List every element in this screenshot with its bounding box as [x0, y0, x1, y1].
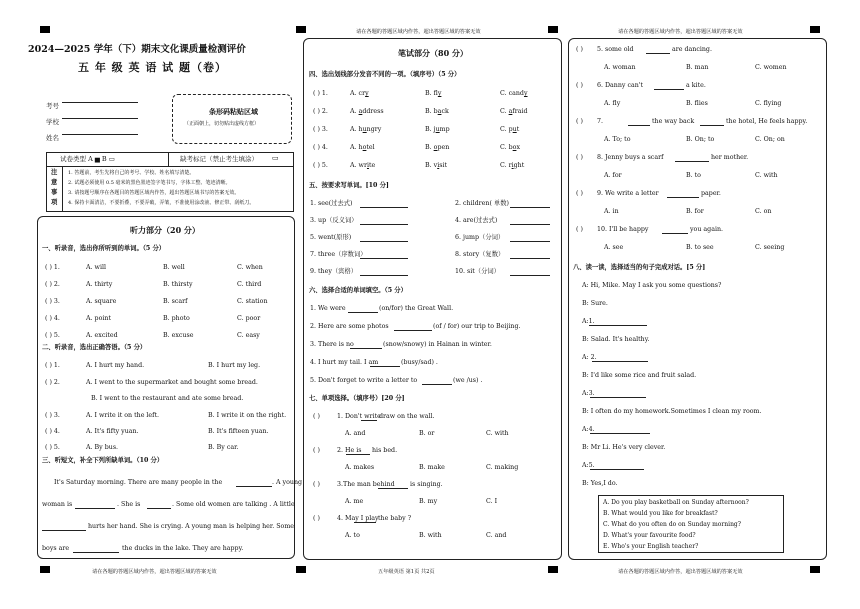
option-a: A. It's fifty yuan. [86, 428, 139, 435]
fill-sentence: 4. I hurt my tail. I am [310, 359, 379, 366]
word-task: 4. are(过去式) [455, 217, 498, 224]
answer-bracket[interactable]: ( ) 4. [45, 428, 60, 435]
notes-label: 意 [51, 179, 58, 186]
section-4-title: 四、选出划线部分发音不同的一项。（填序号）（5 分） [309, 71, 461, 78]
answer-blank[interactable] [589, 325, 647, 326]
answer-blank[interactable] [348, 312, 378, 313]
question-text: his bed. [372, 447, 398, 454]
question-text: the baby ? [378, 515, 412, 522]
answer-bracket[interactable]: ( ) [313, 413, 320, 420]
option-a: A. see [604, 244, 624, 251]
absent-mark-label: 缺考标记（禁止考生填涂） [180, 155, 258, 163]
answer-blank[interactable] [662, 233, 688, 234]
option-b: B. back [425, 108, 449, 115]
passage-text: . She is [117, 501, 141, 508]
option-b: B. make [419, 464, 445, 471]
question-text: 9. We write a letter [597, 190, 659, 197]
passage-text: hurts her hand. She is crying. A young man is helping her. Some [88, 523, 295, 530]
answer-blank[interactable] [675, 161, 709, 162]
answer-blank[interactable] [73, 552, 119, 553]
answer-blank[interactable] [378, 488, 408, 489]
option-c: C. on [755, 208, 772, 215]
corner-marker [296, 26, 306, 33]
option-a: A. in [604, 208, 619, 215]
option-a: A. To; to [604, 136, 631, 143]
notes-label: 事 [51, 189, 58, 196]
dialogue-line: B: I'd like some rice and fruit salad. [582, 372, 697, 379]
option-c: C. easy [237, 332, 260, 339]
section-2-title: 二、听录音，选出正确答语。（5 分） [42, 344, 147, 351]
answer-bracket[interactable]: ( ) 3. [45, 412, 60, 419]
option-b: B. It's fifteen yuan. [208, 428, 269, 435]
dialogue-line: B: Yes,I do. [582, 480, 618, 487]
answer-bracket[interactable]: ( ) [576, 118, 583, 125]
answer-bracket[interactable]: ( ) [313, 481, 320, 488]
question-text: paper. [701, 190, 721, 197]
option-a: A. makes [345, 464, 375, 471]
answer-blank[interactable] [75, 508, 115, 509]
option-c: C. On; on [755, 136, 785, 143]
answer-blank[interactable] [361, 420, 377, 421]
word-task: 3. up（反义词） [310, 217, 358, 224]
option-a: A. I write it on the left. [86, 412, 160, 419]
question-text: 1. Don't write [337, 413, 381, 420]
school-field[interactable] [62, 118, 138, 119]
notes-label: 项 [51, 199, 58, 206]
question-text: draw on the wall. [379, 413, 435, 420]
dialogue-line: B: Salad. It's healthy. [582, 336, 650, 343]
option-b: B. excuse [163, 332, 194, 339]
answer-bracket[interactable]: ( ) [576, 46, 583, 53]
answer-bracket[interactable]: ( ) 4. [313, 144, 328, 151]
option-a: A. address [350, 108, 384, 115]
dialogue-line: B: I often do my homework.Sometimes I clean my room. [582, 408, 762, 415]
answer-blank[interactable] [42, 530, 86, 531]
question-text: 7. [597, 118, 604, 125]
option-a: A. and [345, 430, 366, 437]
dialogue-line: A: Hi, Mike. May I ask you some questions? [582, 282, 722, 289]
option-c: C. I [486, 498, 498, 505]
fill-sentence: (on/for) the Great Wall. [379, 305, 454, 312]
question-text: are dancing. [672, 46, 712, 53]
kaohao-field[interactable] [62, 102, 138, 103]
answer-blank[interactable] [646, 53, 670, 54]
barcode-subtitle: （正面朝上，切勿贴出虚线方框） [184, 121, 260, 127]
answer-blank[interactable] [354, 522, 376, 523]
option-c: C. candy [500, 90, 528, 97]
answer-bracket[interactable]: ( ) 1. [313, 90, 328, 97]
passage-text: boys are [42, 545, 70, 552]
fill-sentence: 2. Here are some photos [310, 323, 389, 330]
answer-blank[interactable] [360, 207, 408, 208]
corner-marker [548, 566, 558, 573]
option-b: B. I hurt my leg. [208, 362, 261, 369]
fill-sentence: 5. Don't forget to write a letter to [310, 377, 418, 384]
question-text: 5. some old [597, 46, 634, 53]
dialogue-option: D. What's your favourite food? [603, 532, 696, 539]
word-task: 10. sit（分词） [455, 268, 500, 275]
option-c: C. and [486, 532, 507, 539]
answer-blank[interactable] [360, 258, 408, 259]
option-c: C. right [500, 162, 525, 169]
answer-bracket[interactable]: ( ) 2. [313, 108, 328, 115]
note-item: 2. 试题必须使用 0.5 毫米的黑色墨迹签字笔书写，字体工整、笔迹清晰。 [68, 180, 231, 186]
question-text: 2. He is [337, 447, 362, 454]
dialogue-line: A:1. [582, 318, 595, 325]
corner-marker [296, 566, 306, 573]
answer-bracket[interactable]: ( ) [576, 154, 583, 161]
answer-blank[interactable] [394, 330, 432, 331]
dialogue-line: A:4. [582, 426, 595, 433]
notes-label: 注 [51, 169, 58, 176]
notice-bottom-right: 请在各题的答题区域内作答，超出答题区域的答案无效 [618, 569, 743, 575]
answer-blank[interactable] [654, 89, 684, 90]
passage-text: . A young [272, 479, 303, 486]
word-task: 7. three（序数词） [310, 251, 367, 258]
answer-blank[interactable] [590, 397, 646, 398]
answer-blank[interactable] [510, 258, 550, 259]
answer-blank[interactable] [360, 241, 408, 242]
absent-mark-box[interactable]: ▭ [272, 154, 279, 162]
option-a: A. square [86, 298, 117, 305]
info-table-row-divider [46, 166, 294, 167]
word-task: 6. jump（分词） [455, 234, 505, 241]
option-b: B. On; to [686, 136, 715, 143]
answer-blank[interactable] [236, 486, 272, 487]
option-b: B. thirsty [163, 281, 193, 288]
corner-marker [810, 26, 820, 33]
option-b: B. man [686, 64, 709, 71]
barcode-area [172, 94, 292, 144]
word-task: 1. see(过去式) [310, 200, 353, 207]
option-b: B. I write it on the right. [208, 412, 287, 419]
answer-bracket[interactable]: ( ) [576, 82, 583, 89]
dialogue-option: A. Do you play basketball on Sunday afternoon? [603, 499, 749, 506]
answer-bracket[interactable]: ( ) 4. [45, 315, 60, 322]
option-c: C. when [237, 264, 263, 271]
option-a: A. write [350, 162, 376, 169]
question-text: a kite. [686, 82, 706, 89]
corner-marker [548, 26, 558, 33]
option-b: B. visit [425, 162, 447, 169]
option-b: B. or [419, 430, 435, 437]
answer-blank[interactable] [590, 469, 644, 470]
fill-sentence: 3. There is no [310, 341, 354, 348]
word-task: 8. story（复数） [455, 251, 505, 258]
option-c: C. making [486, 464, 519, 471]
option-b: B. scarf [163, 298, 188, 305]
answer-bracket[interactable]: ( ) [576, 190, 583, 197]
answer-bracket[interactable]: ( ) [313, 515, 320, 522]
option-b: B. jump [425, 126, 450, 133]
question-text: you again. [690, 226, 724, 233]
option-c: C. station [237, 298, 268, 305]
dialogue-line: B: Mr Li. He's very clever. [582, 444, 666, 451]
answer-bracket[interactable]: ( ) 5. [45, 444, 60, 451]
option-a: A. for [604, 172, 622, 179]
answer-bracket[interactable]: ( ) [313, 447, 320, 454]
answer-blank[interactable] [350, 348, 382, 349]
barcode-title: 条形码粘贴区域 [209, 107, 258, 116]
answer-blank[interactable] [590, 433, 650, 434]
option-a: A. By bus. [86, 444, 119, 451]
passage-text: It's Saturday morning. There are many people in the [54, 479, 223, 486]
answer-blank[interactable] [346, 454, 370, 455]
answer-blank[interactable] [147, 508, 171, 509]
answer-bracket[interactable]: ( ) [576, 226, 583, 233]
info-table-col-divider [168, 152, 169, 166]
answer-blank[interactable] [592, 361, 648, 362]
exam-type[interactable]: 试卷类型 A ▅ B ▭ [60, 155, 115, 163]
fill-sentence: 1. We were [310, 305, 346, 312]
answer-blank[interactable] [422, 384, 452, 385]
option-a: A. cry [350, 90, 369, 97]
note-item: 3. 请按题号顺序在各题目的答题区域内作答，超出答题区域书写的答案无效。 [68, 190, 240, 196]
passage-text: . Some old women are talking . A little [172, 501, 295, 508]
answer-bracket[interactable]: ( ) 3. [313, 126, 328, 133]
exam-subtitle: 五 年 级 英 语 试 题（卷） [78, 61, 227, 74]
notice-top-right: 请在各题的答题区域内作答，超出答题区域的答案无效 [618, 29, 743, 35]
question-text: 6. Danny can't [597, 82, 644, 89]
option-a: A. will [86, 264, 106, 271]
answer-blank[interactable] [510, 224, 550, 225]
fill-sentence: (of / for) our trip to Beijing. [433, 323, 521, 330]
option-a: A. point [86, 315, 111, 322]
answer-bracket[interactable]: ( ) 3. [45, 298, 60, 305]
option-a: A. to [345, 532, 360, 539]
option-c: C. third [237, 281, 262, 288]
question-text: 10. I'll be happy [597, 226, 649, 233]
fill-sentence: (snow/snowy) in Hainan in winter. [383, 341, 492, 348]
answer-blank[interactable] [360, 224, 408, 225]
option-c: C. with [486, 430, 509, 437]
option-b: B. with [419, 532, 442, 539]
passage-text: the ducks in the lake. They are happy. [122, 545, 244, 552]
question-text: 8. Jenny buys a scarf [597, 154, 664, 161]
dialogue-option: E. Who's your English teacher? [603, 543, 699, 550]
written-title: 笔试部分（80 分） [398, 48, 468, 58]
option-c: C. with [755, 172, 778, 179]
school-label: 学校 [46, 118, 59, 126]
option-a: A. excited [86, 332, 118, 339]
dialogue-line: B: Sure. [582, 300, 608, 307]
answer-bracket[interactable]: ( ) 5. [45, 332, 60, 339]
name-field[interactable] [62, 134, 138, 135]
dialogue-option: B. What would you like for breakfast? [603, 510, 718, 517]
fill-sentence: (busy/sad) . [401, 359, 438, 366]
corner-marker [810, 566, 820, 573]
section-5-title: 五、按要求写单词。[10 分] [309, 182, 389, 189]
option-c: C. put [500, 126, 520, 133]
listening-title: 听力部分（20 分） [130, 225, 200, 235]
option-b: B. for [686, 208, 704, 215]
option-c: C. poor [237, 315, 261, 322]
dialogue-line: A: 2. [582, 354, 597, 361]
passage-text: woman is [42, 501, 73, 508]
question-text: is singing. [410, 481, 443, 488]
option-a: A. me [345, 498, 364, 505]
option-b: B. open [425, 144, 450, 151]
section-7-title: 七、单项选择。（填序号）[20 分] [309, 395, 405, 402]
answer-bracket[interactable]: ( ) 2. [45, 379, 60, 386]
answer-blank[interactable] [510, 241, 550, 242]
option-a: A. I went to the supermarket and bought some bread. [86, 379, 258, 386]
answer-blank[interactable] [667, 197, 699, 198]
answer-blank[interactable] [510, 275, 550, 276]
dialogue-line: A:3. [582, 390, 595, 397]
option-b: B. to see [686, 244, 714, 251]
option-c: C. women [755, 64, 787, 71]
corner-marker [40, 26, 50, 33]
name-label: 姓名 [46, 134, 59, 142]
dialogue-line: A:5. [582, 462, 595, 469]
option-b: B. By car. [208, 444, 239, 451]
word-task: 2. children( 单数) [455, 200, 509, 207]
word-task: 9. they（宾格） [310, 268, 358, 275]
page-footer: 五年级英语 第1页 共2页 [378, 569, 435, 575]
info-table-notes-divider [62, 166, 63, 212]
answer-bracket[interactable]: ( ) 5. [313, 162, 328, 169]
question-text: 3.The man behind [337, 481, 395, 488]
section-6-title: 六、选择合适的单词填空。（5 分） [309, 287, 407, 294]
option-a: A. hotel [350, 144, 375, 151]
answer-bracket[interactable]: ( ) 1. [45, 362, 60, 369]
answer-blank[interactable] [510, 207, 550, 208]
section-8-title: 八、读一读，选择适当的句子完成对话。[5 分] [573, 264, 706, 271]
word-task: 5. went(原形) [310, 234, 352, 241]
option-c: C. seeing [755, 244, 785, 251]
option-b: B. my [419, 498, 438, 505]
option-a: B. I went to the restaurant and ate some bread. [91, 395, 244, 402]
option-b: B. flies [686, 100, 708, 107]
question-text: 4. May I play [337, 515, 379, 522]
note-item: 4. 保持卡面清洁，不要折叠，不要弄破，弄皱，不准使用涂改液、修正带、刮纸刀。 [68, 200, 255, 206]
option-a: A. fly [604, 100, 621, 107]
section-1-title: 一、听录音，选出你所听到的单词。（5 分） [42, 245, 166, 252]
section-3-title: 三、听短文，补全下列所缺单词。（10 分） [42, 457, 164, 464]
option-c: C. box [500, 144, 520, 151]
note-item: 1. 答题前，考生先将自己的考号、学校、姓名填写清楚。 [68, 170, 195, 176]
answer-bracket[interactable]: ( ) 1. [45, 264, 60, 271]
notice-top-mid: 请在各题的答题区域内作答，超出答题区域的答案无效 [356, 29, 481, 35]
answer-blank[interactable] [360, 275, 408, 276]
option-b: B. to [686, 172, 701, 179]
option-b: B. fly [425, 90, 442, 97]
question-text: her mother. [711, 154, 749, 161]
question-text: the hotel, He feels happy. [726, 118, 808, 125]
option-a: A. woman [604, 64, 636, 71]
exam-title: 2024—2025 学年（下）期末文化课质量检测评价 [28, 44, 246, 55]
answer-blank[interactable] [628, 125, 650, 126]
option-b: B. well [163, 264, 185, 271]
option-a: A. thirty [86, 281, 113, 288]
answer-blank[interactable] [700, 125, 724, 126]
dialogue-option: C. What do you often do on Sunday morning? [603, 521, 741, 528]
question-text: the way back [652, 118, 695, 125]
option-a: A. I hurt my hand. [86, 362, 145, 369]
fill-sentence: (we /us) . [453, 377, 483, 384]
notice-bottom-left: 请在各题的答题区域内作答，超出答题区域的答案无效 [92, 569, 217, 575]
option-c: C. flying [755, 100, 782, 107]
option-c: C. afraid [500, 108, 528, 115]
kaohao-label: 考号 [46, 102, 59, 110]
option-a: A. hungry [350, 126, 382, 133]
answer-blank[interactable] [370, 366, 400, 367]
option-b: B. photo [163, 315, 190, 322]
corner-marker [40, 566, 50, 573]
answer-bracket[interactable]: ( ) 2. [45, 281, 60, 288]
